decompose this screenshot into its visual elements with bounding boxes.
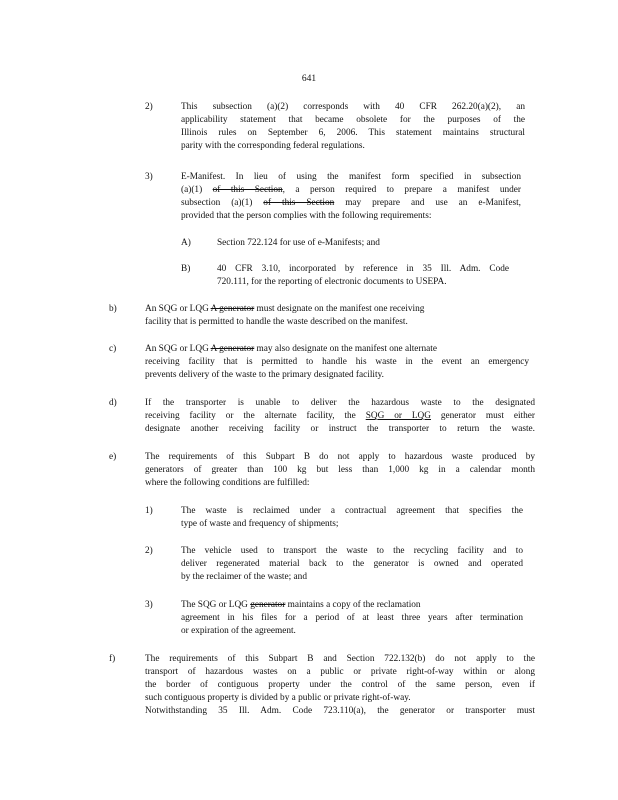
item-label: 3) bbox=[145, 172, 153, 182]
item-label: 3) bbox=[145, 600, 153, 610]
text-line: parity with the corresponding federal regulations. bbox=[181, 141, 365, 151]
item-label: A) bbox=[181, 238, 191, 248]
text-line: Section 722.124 for use of e-Manifests; and bbox=[217, 238, 380, 248]
item-text bbox=[217, 263, 509, 289]
text-line: subsection (a)(1) of this Section may prepare and use an e-Manifest, bbox=[181, 198, 521, 208]
item-text bbox=[145, 343, 529, 382]
item-label: B) bbox=[181, 264, 191, 274]
item-label: e) bbox=[109, 452, 117, 462]
item-label: b) bbox=[109, 304, 117, 314]
text-line: Illinois rules on September 6, 2006. This statement maintains structural bbox=[181, 128, 525, 138]
item-label: c) bbox=[109, 344, 117, 354]
deleted-text: of this Section bbox=[263, 198, 335, 208]
text-line: facility that is permitted to handle the waste described on the manifest. bbox=[145, 317, 408, 327]
text-line: agreement in his files for a period of at least three years after termination bbox=[181, 613, 523, 623]
item-text bbox=[145, 451, 535, 490]
text-line: This subsection (a)(2) corresponds with 40 CFR 262.20(a)(2), an bbox=[181, 102, 525, 112]
text-line: deliver regenerated material back to the generator is owned and operated bbox=[181, 559, 523, 569]
text-line: where the following conditions are fulfilled: bbox=[145, 478, 310, 488]
inserted-text: SQG or LQG bbox=[365, 411, 431, 421]
item-text bbox=[145, 303, 515, 329]
text-line: receiving facility or the alternate facility, the SQG or LQG generator must either bbox=[145, 411, 535, 421]
item-text bbox=[181, 101, 525, 153]
item-text bbox=[145, 653, 535, 718]
text-line: applicability statement that became obsolete for the purposes of the bbox=[181, 115, 525, 125]
item-text bbox=[181, 171, 521, 223]
page-number: 641 bbox=[301, 74, 317, 84]
text-line: by the reclaimer of the waste; and bbox=[181, 572, 307, 582]
deleted-text: of this Section bbox=[212, 185, 283, 195]
deleted-text: A generator bbox=[210, 304, 255, 314]
text-line: transport of hazardous wastes on a public or private right-of-way within or along bbox=[145, 667, 535, 677]
item-text bbox=[145, 397, 535, 436]
item-text bbox=[217, 237, 507, 250]
text-line: 40 CFR 3.10, incorporated by reference in 35 Ill. Adm. Code bbox=[217, 264, 509, 274]
deleted-text: A generator bbox=[210, 344, 255, 354]
text-line: the border of contiguous property under the control of the same person, even if bbox=[145, 680, 535, 690]
item-label: f) bbox=[109, 654, 116, 664]
text-line: (a)(1) of this Section, a person required to prepare a manifest under bbox=[181, 185, 521, 195]
text-line: 720.111, for the reporting of electronic documents to USEPA. bbox=[217, 277, 447, 287]
text-line: An SQG or LQG A generator may also designate on the manifest one alternate bbox=[145, 344, 438, 354]
text-line: Notwithstanding 35 Ill. Adm. Code 723.110(a), the generator or transporter must bbox=[145, 706, 535, 716]
item-label: d) bbox=[109, 398, 117, 408]
item-text bbox=[181, 545, 523, 584]
item-text bbox=[181, 599, 523, 638]
text-line: If the transporter is unable to deliver the hazardous waste to the designated bbox=[145, 398, 535, 408]
text-line: The waste is reclaimed under a contractual agreement that specifies the bbox=[181, 506, 523, 516]
item-label: 2) bbox=[145, 102, 153, 112]
text-line: provided that the person complies with the following requirements: bbox=[181, 211, 432, 221]
text-line: designate another receiving facility or instruct the transporter to return the waste. bbox=[145, 424, 535, 434]
text-line: type of waste and frequency of shipments; bbox=[181, 519, 339, 529]
deleted-text: generator bbox=[250, 600, 286, 610]
text-line: The requirements of this Subpart B do not apply to hazardous waste produced by bbox=[145, 452, 535, 462]
text-line: The SQG or LQG generator maintains a copy of the reclamation bbox=[181, 600, 421, 610]
text-line: such contiguous property is divided by a public or private right-of-way. bbox=[145, 693, 411, 703]
text-line: The requirements of this Subpart B and Section 722.132(b) do not apply to the bbox=[145, 654, 535, 664]
text-line: generators of greater than 100 kg but less than 1,000 kg in a calendar month bbox=[145, 465, 535, 475]
text-line: E-Manifest. In lieu of using the manifest form specified in subsection bbox=[181, 172, 521, 182]
item-label: 1) bbox=[145, 506, 153, 516]
text-line: or expiration of the agreement. bbox=[181, 626, 296, 636]
text-line: An SQG or LQG A generator must designate on the manifest one receiving bbox=[145, 304, 425, 314]
text-line: The vehicle used to transport the waste to the recycling facility and to bbox=[181, 546, 523, 556]
item-text bbox=[181, 505, 523, 531]
item-label: 2) bbox=[145, 546, 153, 556]
text-line: prevents delivery of the waste to the primary designated facility. bbox=[145, 370, 384, 380]
text-line: receiving facility that is permitted to handle his waste in the event an emergency bbox=[145, 357, 529, 367]
